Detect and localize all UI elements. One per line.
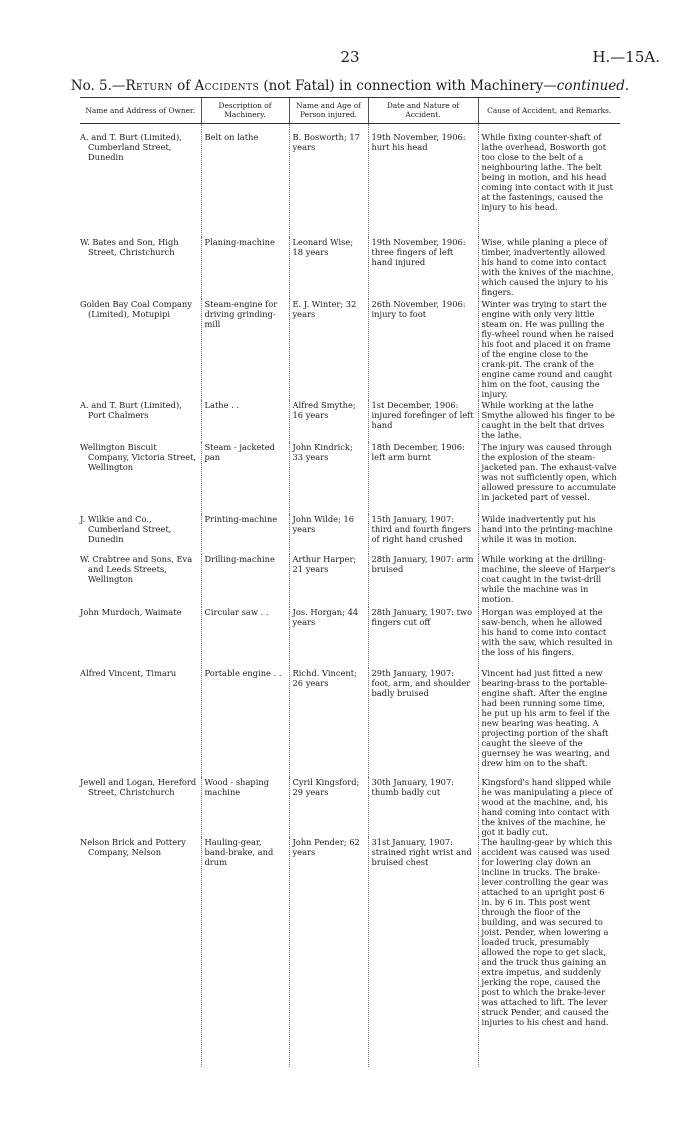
accident-cell: 30th January, 1907: thumb badly cut bbox=[368, 777, 478, 837]
machinery-cell: Printing-machine bbox=[201, 514, 289, 554]
cause-cell: While working at the drilling-machine, the sleeve of Harper's coat caught in the twist-drill while the machine was in motion. bbox=[478, 554, 620, 607]
owner-cell: W. Crabtree and Sons, Eva and Leeds Streets, Wellington bbox=[80, 554, 193, 584]
cause-cell: While working at the lathe Smythe allowed his finger to be caught in the belt that drives the lathe. bbox=[478, 400, 620, 442]
person-cell: B. Bosworth; 17 years bbox=[289, 132, 368, 237]
header-owner: Name and Address of Owner. bbox=[80, 98, 201, 124]
table-row bbox=[80, 554, 620, 607]
header-accident: Date and Nature of Accident. bbox=[368, 98, 478, 124]
machinery-cell: Steam-engine for driving grinding-mill bbox=[201, 299, 289, 400]
title-middle: (not Fatal) in connection with Machinery— bbox=[259, 78, 557, 94]
table-row bbox=[80, 442, 620, 514]
accident-cell: 1st December, 1906: injured forefinger of left hand bbox=[368, 400, 478, 442]
header-machinery: Description of Machinery. bbox=[201, 98, 289, 124]
cause-cell: Horgan was employed at the saw-bench, when he allowed his hand to come into contact with the saw, which resulted in the loss of his fingers. bbox=[478, 607, 620, 668]
table-row bbox=[80, 777, 620, 837]
cause-cell: The injury was caused through the explosion of the steam-jacketed pan. The exhaust-valve was not sufficiently open, which allowed pressure to accumulate in jacketed part of vessel. bbox=[478, 442, 620, 514]
accident-cell: 28th January, 1907: arm bruised bbox=[368, 554, 478, 607]
machinery-cell: Drilling-machine bbox=[201, 554, 289, 607]
table-row bbox=[80, 400, 620, 442]
table-row bbox=[80, 514, 620, 554]
accident-cell: 18th December, 1906: left arm burnt bbox=[368, 442, 478, 514]
title-continued: continued. bbox=[556, 78, 630, 94]
machinery-cell: Belt on lathe bbox=[201, 132, 289, 237]
accident-cell: 19th November, 1906: hurt his head bbox=[368, 132, 478, 237]
cause-cell: The hauling-gear by which this accident was caused was used for lowering clay down an incline in trucks. The brake-lever controlling the gear was attached to an upright post 6 in. by 6 in. This post went through the floor of the building, and was secured to joist. Pender, when lowering a loaded truck, presumably allowed the rope to get slack, and the truck thus gaining an extra impetus, and suddenly jerking the rope, caused the post to which the brake-lever was attached to lift. The lever struck Pender, and caused the injuries to his chest and hand. bbox=[478, 837, 620, 1067]
cause-cell: Wilde inadvertently put his hand into the printing-machine while it was in motion. bbox=[478, 514, 620, 554]
table-row bbox=[80, 668, 620, 777]
accidents-table bbox=[80, 97, 620, 1067]
person-cell: Jos. Horgan; 44 years bbox=[289, 607, 368, 668]
accident-cell: 19th November, 1906: three fingers of left hand injured bbox=[368, 237, 478, 299]
person-cell: John Pender; 62 years bbox=[289, 837, 368, 1067]
cause-cell: Wise, while planing a piece of timber, inadvertently allowed his hand to come into contact with the knives of the machine, which caused the injury to his fingers. bbox=[478, 237, 620, 299]
table-header-row bbox=[80, 98, 620, 124]
accident-cell: 29th January, 1907: foot, arm, and shoulder badly bruised bbox=[368, 668, 478, 777]
owner-cell: W. Bates and Son, High Street, Christchurch bbox=[80, 237, 179, 257]
accident-cell: 28th January, 1907: two fingers cut off bbox=[368, 607, 478, 668]
owner-cell: Wellington Biscuit Company, Victoria Street, Wellington bbox=[80, 442, 197, 472]
machinery-cell: Circular saw . . bbox=[201, 607, 289, 668]
owner-cell: Alfred Vincent, Timaru bbox=[80, 668, 177, 678]
machinery-cell: Hauling-gear, band-brake, and drum bbox=[201, 837, 289, 1067]
cause-cell: While fixing counter-shaft of lathe overhead, Bosworth got too close to the belt of a neighbouring lathe. The belt being in motion, and his head coming into contact with it just at the fastenings, caused the injury to his head. bbox=[478, 132, 620, 237]
table-row bbox=[80, 299, 620, 400]
owner-cell: A. and T. Burt (Limited), Cumberland Street, Dunedin bbox=[80, 132, 182, 162]
title-return-word: Return bbox=[125, 78, 173, 94]
cause-cell: Vincent had just fitted a new bearing-brass to the portable-engine shaft. After the engine had been running some time, he put up his arm to feel if the new bearing was heating. A projecting portion of the shaft caught the sleeve of the guernsey he was wearing, and drew him on to the shaft. bbox=[478, 668, 620, 777]
person-cell: E. J. Winter; 32 years bbox=[289, 299, 368, 400]
person-cell: Cyril Kingsford; 29 years bbox=[289, 777, 368, 837]
owner-cell: John Murdoch, Waimate bbox=[80, 607, 182, 617]
machinery-cell: Lathe . . bbox=[201, 400, 289, 442]
cause-cell: Kingsford's hand slipped while he was manipulating a piece of wood at the machine, and, his hand coming into contact with the knives of the machine, he got it badly cut. bbox=[478, 777, 620, 837]
accident-cell: 31st January, 1907: strained right wrist and bruised chest bbox=[368, 837, 478, 1067]
accident-cell: 26th November, 1906: injury to foot bbox=[368, 299, 478, 400]
owner-cell: A. and T. Burt (Limited), Port Chalmers bbox=[80, 400, 182, 420]
page-reference: H.—15A. bbox=[592, 48, 660, 66]
accident-cell: 15th January, 1907: third and fourth fingers of right hand crushed bbox=[368, 514, 478, 554]
title-accidents-word: Accidents bbox=[194, 78, 260, 94]
person-cell: Richd. Vincent; 26 years bbox=[289, 668, 368, 777]
title-prefix: No. 5.— bbox=[70, 78, 126, 94]
title-of-word: of bbox=[172, 78, 195, 94]
owner-cell: Golden Bay Coal Company (Limited), Motupipi bbox=[80, 299, 192, 319]
person-cell: Alfred Smythe; 16 years bbox=[289, 400, 368, 442]
cause-cell: Winter was trying to start the engine with only very little steam on. He was pulling the fly-wheel round when he raised his foot and placed it on frame of the engine close to the crank-pit. The crank of the engine came round and caught him on the foot, causing the injury. bbox=[478, 299, 620, 400]
owner-cell: Jewell and Logan, Hereford Street, Christchurch bbox=[80, 777, 197, 797]
machinery-cell: Planing-machine bbox=[201, 237, 289, 299]
owner-cell: Nelson Brick and Pottery Company, Nelson bbox=[80, 837, 186, 857]
machinery-cell: Wood - shaping machine bbox=[201, 777, 289, 837]
header-cause: Cause of Accident, and Remarks. bbox=[478, 98, 620, 124]
person-cell: John Kindrick; 33 years bbox=[289, 442, 368, 514]
table-row bbox=[80, 607, 620, 668]
person-cell: Leonard Wise; 18 years bbox=[289, 237, 368, 299]
machinery-cell: Steam - jacketed pan bbox=[201, 442, 289, 514]
table-row bbox=[80, 132, 620, 237]
table-row bbox=[80, 237, 620, 299]
machinery-cell: Portable engine . . bbox=[201, 668, 289, 777]
header-person: Name and Age of Person injured. bbox=[289, 98, 368, 124]
person-cell: Arthur Harper; 21 years bbox=[289, 554, 368, 607]
person-cell: John Wilde; 16 years bbox=[289, 514, 368, 554]
table-row bbox=[80, 837, 620, 1067]
table-title bbox=[0, 78, 700, 94]
owner-cell: J. Wilkie and Co., Cumberland Street, Dunedin bbox=[80, 514, 172, 544]
page-number: 23 bbox=[340, 48, 360, 66]
